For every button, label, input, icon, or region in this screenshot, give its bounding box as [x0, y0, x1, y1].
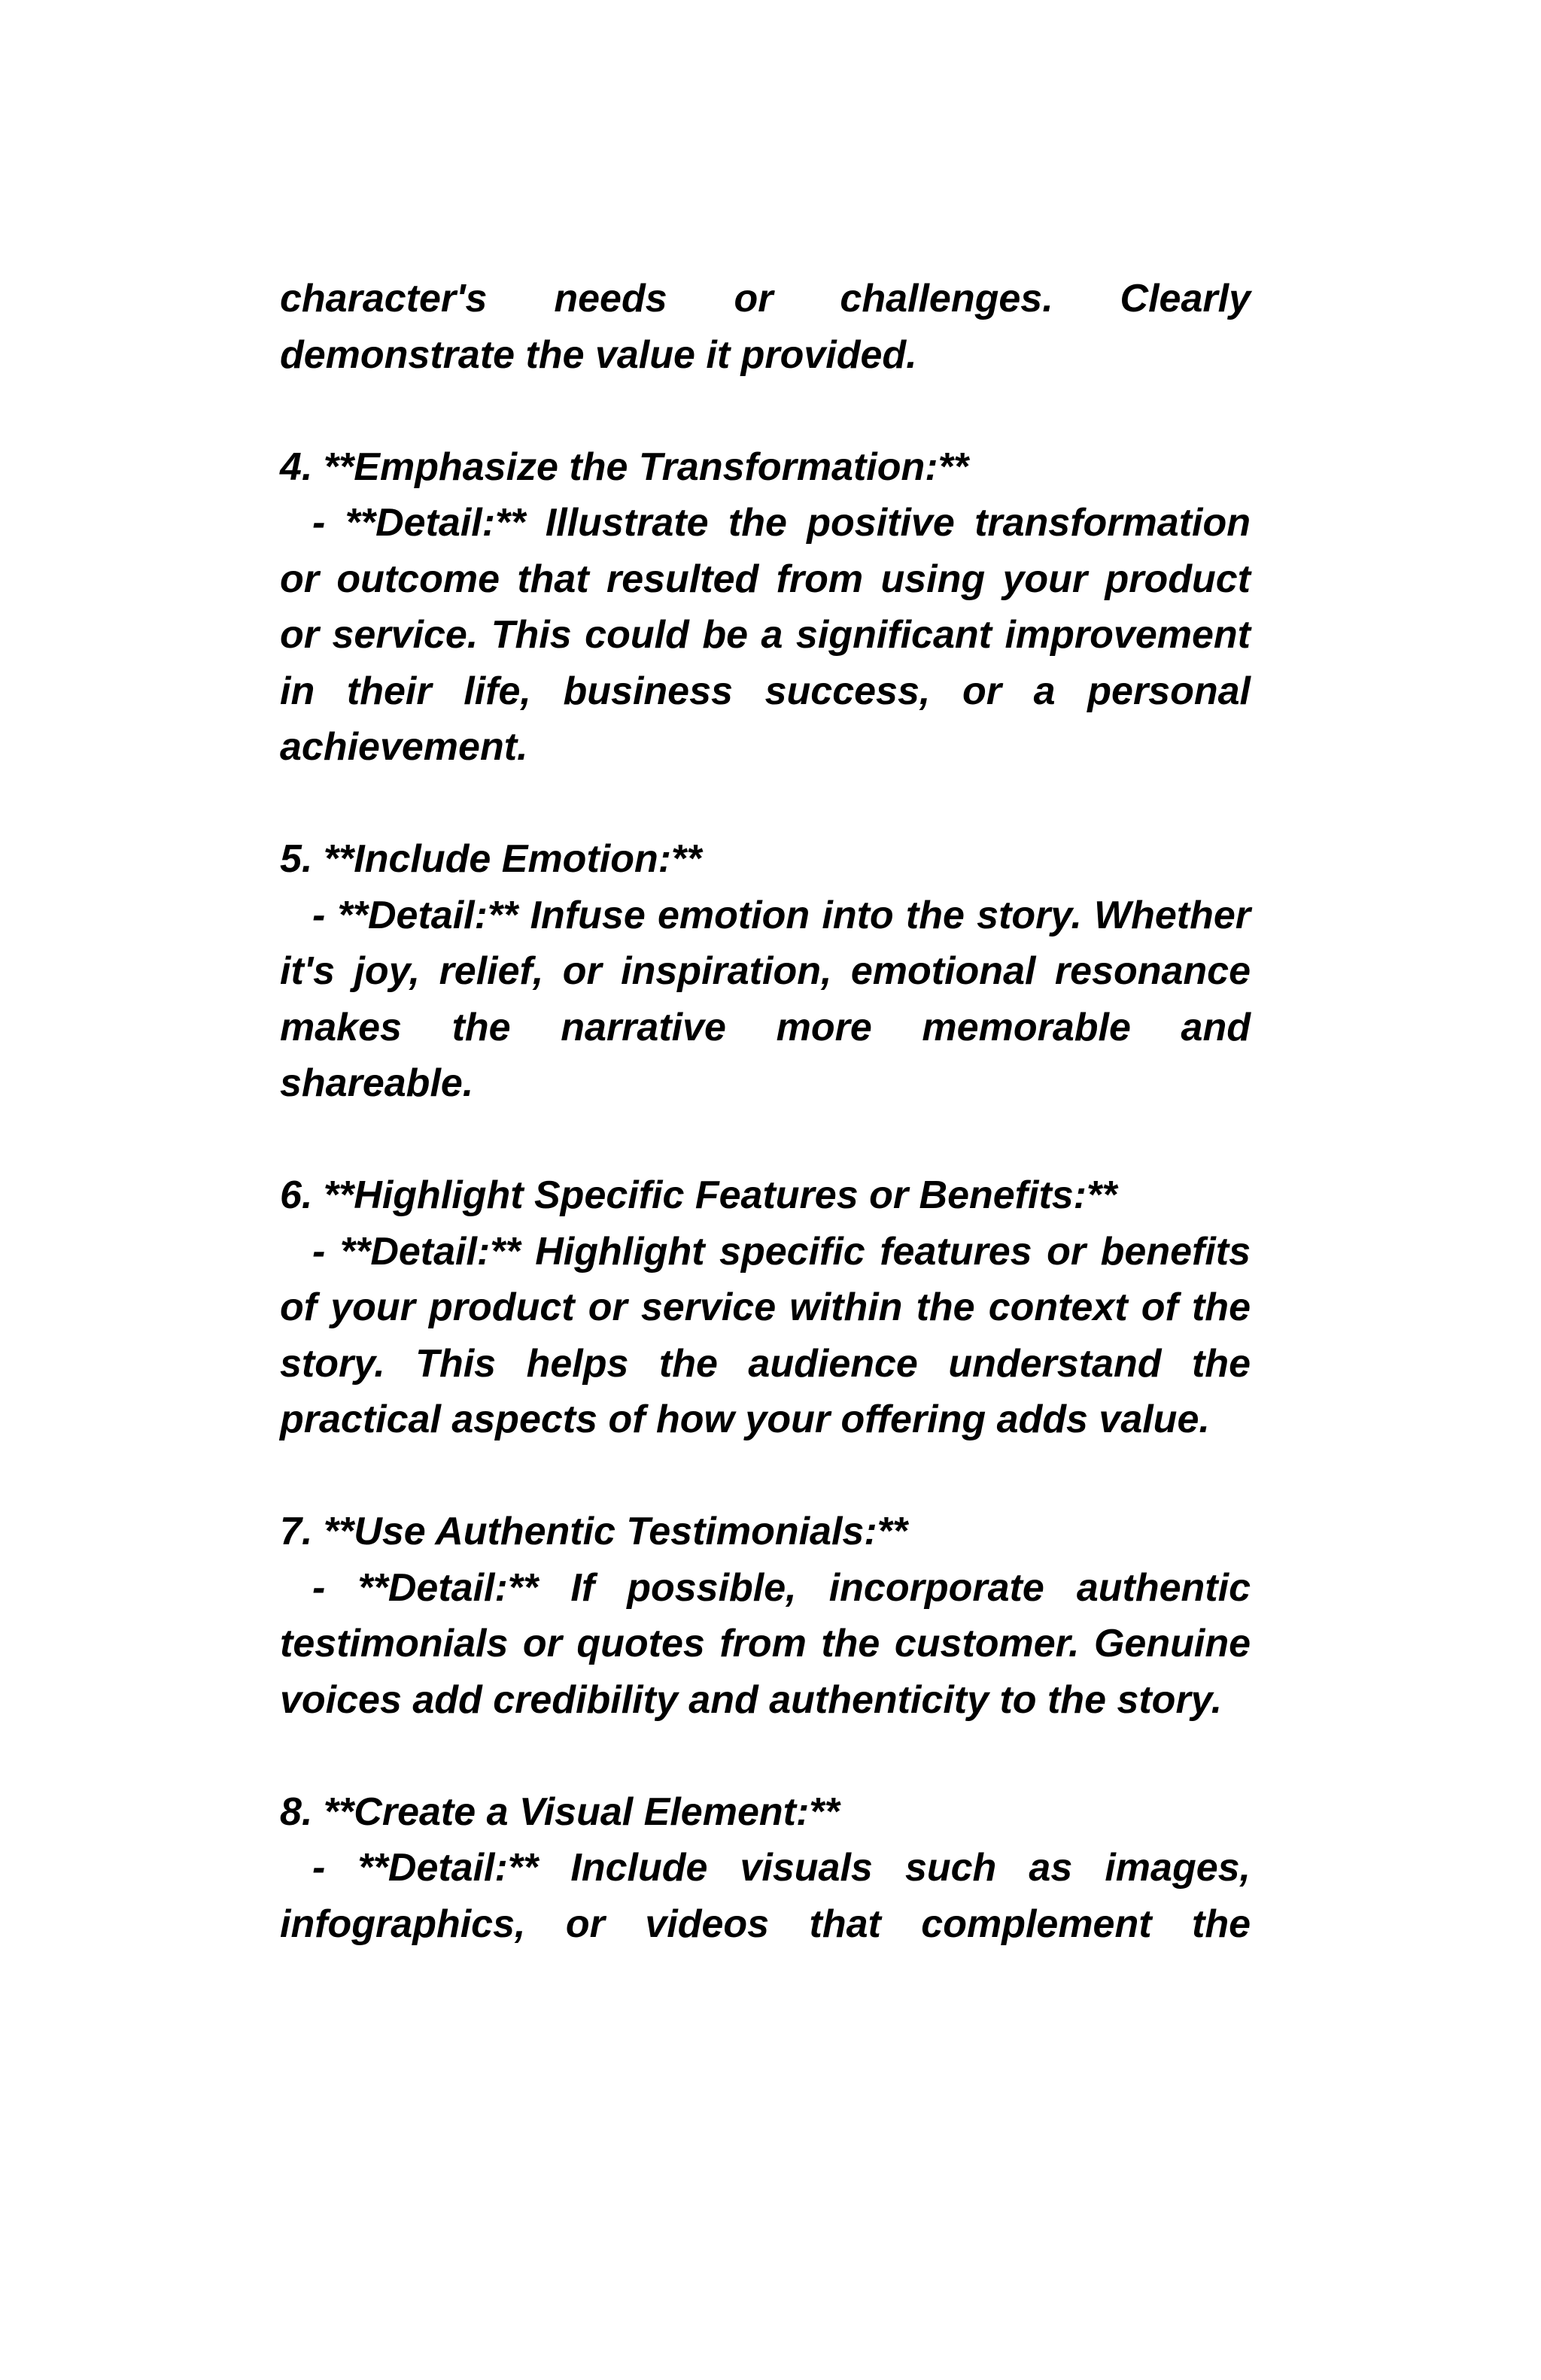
continuation-paragraph: character's needs or challenges. Clearly demonstrate the value it provided.: [280, 277, 1251, 377]
section-emphasize-transformation: [280, 439, 1251, 776]
section-highlight-features: [280, 1167, 1251, 1448]
document-page: [280, 271, 1251, 1952]
section-gap: [280, 776, 1251, 832]
section-detail: - **Detail:** Infuse emotion into the story. Whether it's joy, relief, or inspiration, emotional resonance makes the narrative more memorable and shareable.: [280, 893, 1251, 1105]
section-detail: - **Detail:** Illustrate the positive transformation or outcome that resulted from using your product or service. This could be a significant improvement in their life, business success, or a personal achievement.: [280, 501, 1251, 769]
section-heading: 6. **Highlight Specific Features or Benefits:**: [280, 1173, 1117, 1217]
section-heading: 8. **Create a Visual Element:**: [280, 1790, 840, 1834]
section-gap: [280, 383, 1251, 439]
section-gap: [280, 1728, 1251, 1784]
section-detail: - **Detail:** Include visuals such as images, infographics, or videos that complement the: [280, 1846, 1251, 1946]
section-gap: [280, 1448, 1251, 1504]
section-detail: - **Detail:** Highlight specific features or benefits of your product or service within the context of the story. This helps the audience understand the practical aspects of how your offering adds value.: [280, 1229, 1251, 1441]
section-authentic-testimonials: [280, 1504, 1251, 1728]
section-gap: [280, 1112, 1251, 1168]
section-visual-element: [280, 1784, 1251, 1953]
section-include-emotion: [280, 831, 1251, 1112]
section-heading: 7. **Use Authentic Testimonials:**: [280, 1510, 908, 1553]
section-heading: 5. **Include Emotion:**: [280, 837, 702, 881]
section-heading: 4. **Emphasize the Transformation:**: [280, 445, 969, 489]
section-detail: - **Detail:** If possible, incorporate authentic testimonials or quotes from the customer. Genuine voices add credibility and authenticity to the story.: [280, 1565, 1251, 1722]
